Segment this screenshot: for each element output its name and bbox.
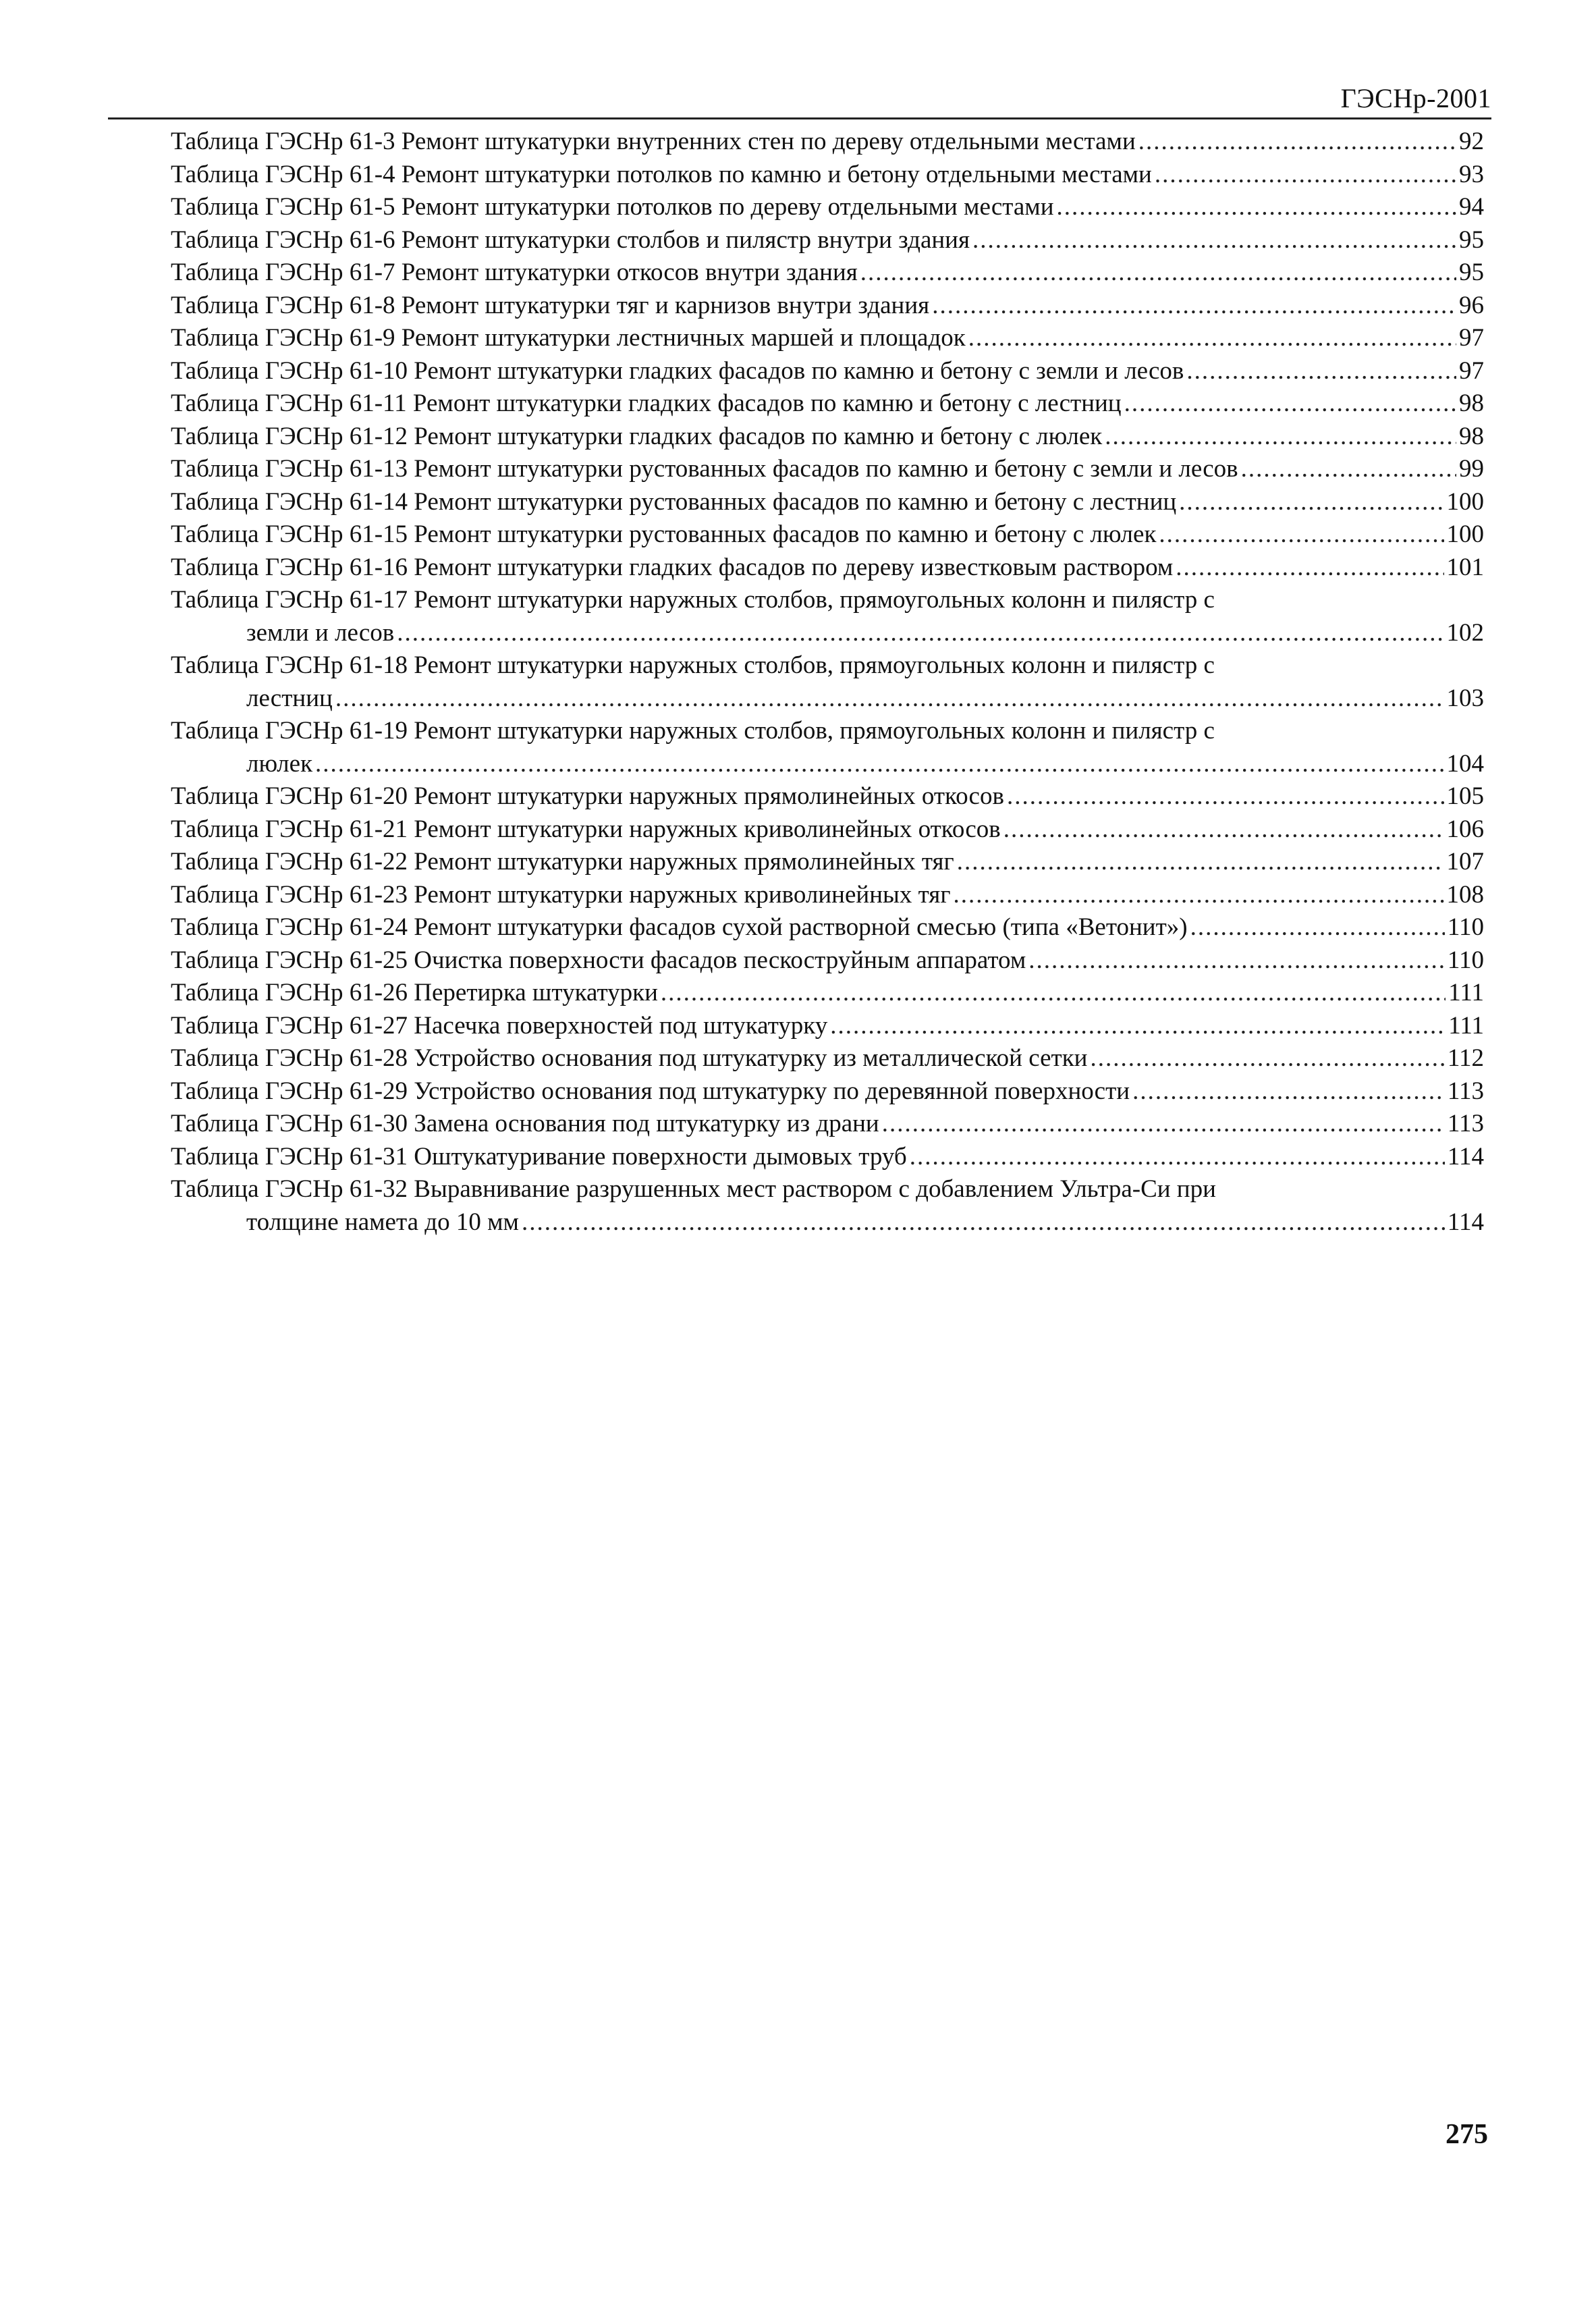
toc-entry-page: 111 bbox=[1448, 1011, 1484, 1040]
toc-entry-title-line: Таблица ГЭСНр 61-19 Ремонт штукатурки наружных столбов, прямоугольных колонн и пилястр с bbox=[171, 717, 1215, 745]
dot-leader bbox=[882, 1108, 1445, 1141]
toc-entry[interactable] bbox=[171, 387, 1484, 421]
toc-entry-page: 98 bbox=[1459, 422, 1484, 450]
toc-entry-title: Таблица ГЭСНр 61-25 Очистка поверхности фасадов пескоструйным аппаратом bbox=[171, 946, 1026, 974]
toc-entry-page: 106 bbox=[1446, 815, 1484, 843]
toc-entry-title: Таблица ГЭСНр 61-10 Ремонт штукатурки гладких фасадов по камню и бетону с земли и лесов bbox=[171, 356, 1184, 385]
dot-leader bbox=[1186, 355, 1456, 388]
toc-entry-page: 98 bbox=[1459, 389, 1484, 417]
toc-entry[interactable] bbox=[171, 518, 1484, 552]
toc-entry[interactable] bbox=[171, 224, 1484, 257]
page-header bbox=[108, 80, 1491, 119]
toc-entry-page: 95 bbox=[1459, 225, 1484, 254]
toc-entry-page: 113 bbox=[1447, 1077, 1484, 1105]
toc-entry-title-line: Таблица ГЭСНр 61-18 Ремонт штукатурки наружных столбов, прямоугольных колонн и пилястр с bbox=[171, 651, 1215, 679]
dot-leader bbox=[1176, 552, 1443, 585]
dot-leader bbox=[932, 290, 1456, 323]
dot-leader bbox=[830, 1010, 1446, 1043]
toc-entry[interactable] bbox=[171, 780, 1484, 813]
toc-entry-page: 112 bbox=[1447, 1044, 1484, 1072]
page-number: 275 bbox=[1446, 2119, 1488, 2150]
toc-entry-page: 99 bbox=[1459, 455, 1484, 483]
toc-entry-line bbox=[171, 290, 1484, 323]
toc-entry[interactable] bbox=[171, 879, 1484, 912]
toc-entry-page: 108 bbox=[1446, 880, 1484, 909]
dot-leader bbox=[972, 224, 1456, 257]
toc-entry-page: 110 bbox=[1447, 946, 1484, 974]
toc-entry-title: Таблица ГЭСНр 61-22 Ремонт штукатурки наружных прямолинейных тяг bbox=[171, 848, 954, 876]
toc-entry-line bbox=[171, 355, 1484, 388]
toc-entry[interactable] bbox=[171, 584, 1484, 649]
dot-leader bbox=[1138, 126, 1456, 159]
dot-leader bbox=[1159, 518, 1443, 552]
toc-entry[interactable] bbox=[171, 846, 1484, 879]
toc-entry-line bbox=[171, 1010, 1484, 1043]
toc-entry-title: люлек bbox=[246, 749, 313, 778]
toc-entry-page: 101 bbox=[1446, 553, 1484, 581]
toc-entry-title: Таблица ГЭСНр 61-23 Ремонт штукатурки наружных криволинейных тяг bbox=[171, 880, 951, 909]
toc-entry[interactable] bbox=[171, 421, 1484, 454]
toc-entry-line bbox=[171, 879, 1484, 912]
toc-entry-line bbox=[171, 257, 1484, 290]
toc-entry-title: Таблица ГЭСНр 61-3 Ремонт штукатурки внутренних стен по дереву отдельными местами bbox=[171, 128, 1136, 155]
toc-entry-line bbox=[171, 421, 1484, 454]
toc-entry-line bbox=[171, 453, 1484, 486]
toc-entry-line bbox=[171, 191, 1484, 224]
toc-entry-page: 107 bbox=[1446, 848, 1484, 876]
toc-entry-page: 100 bbox=[1446, 487, 1484, 516]
dot-leader bbox=[968, 322, 1456, 355]
toc-entry-title: Таблица ГЭСНр 61-31 Оштукатуривание поверхности дымовых труб bbox=[171, 1142, 907, 1171]
toc-entry[interactable] bbox=[171, 944, 1484, 977]
table-of-contents bbox=[171, 126, 1484, 1239]
document-code: ГЭСНр-2001 bbox=[1340, 83, 1491, 113]
dot-leader bbox=[397, 617, 1443, 650]
dot-leader bbox=[1028, 944, 1445, 977]
toc-entry-line bbox=[171, 159, 1484, 192]
toc-entry-title-line: Таблица ГЭСНр 61-17 Ремонт штукатурки наружных столбов, прямоугольных колонн и пилястр с bbox=[171, 586, 1215, 614]
toc-entry-page: 105 bbox=[1446, 782, 1484, 810]
dot-leader bbox=[1124, 387, 1456, 421]
toc-entry-page: 111 bbox=[1448, 979, 1484, 1006]
toc-entry-page: 96 bbox=[1459, 291, 1484, 319]
toc-entry-title: Таблица ГЭСНр 61-16 Ремонт штукатурки гладких фасадов по дереву известковым раствором bbox=[171, 553, 1174, 581]
toc-entry-page: 93 bbox=[1459, 160, 1484, 188]
toc-entry-page: 113 bbox=[1447, 1110, 1484, 1137]
toc-entry-line bbox=[171, 911, 1484, 944]
toc-entry[interactable] bbox=[171, 977, 1484, 1010]
toc-entry-line bbox=[171, 682, 1484, 716]
toc-entry[interactable] bbox=[171, 1108, 1484, 1141]
toc-entry-line bbox=[171, 552, 1484, 585]
toc-entry-line bbox=[171, 944, 1484, 977]
toc-entry[interactable] bbox=[171, 911, 1484, 944]
toc-entry-title: лестниц bbox=[246, 684, 333, 712]
dot-leader bbox=[1090, 1042, 1444, 1075]
toc-entry[interactable] bbox=[171, 1141, 1484, 1174]
toc-entry-page: 114 bbox=[1447, 1208, 1484, 1236]
toc-entry-title: земли и лесов bbox=[246, 618, 395, 647]
toc-entry-page: 100 bbox=[1446, 520, 1484, 548]
dot-leader bbox=[910, 1141, 1445, 1174]
toc-entry-title: Таблица ГЭСНр 61-11 Ремонт штукатурки гладких фасадов по камню и бетону с лестниц bbox=[171, 389, 1122, 417]
dot-leader bbox=[1003, 813, 1444, 846]
toc-entry-title: Таблица ГЭСНр 61-14 Ремонт штукатурки рустованных фасадов по камню и бетону с лестниц bbox=[171, 487, 1177, 516]
toc-entry[interactable] bbox=[171, 1173, 1484, 1239]
toc-entry-line bbox=[171, 224, 1484, 257]
toc-entry-title: Таблица ГЭСНр 61-5 Ремонт штукатурки потолков по дереву отдельными местами bbox=[171, 193, 1054, 221]
toc-entry-title: Таблица ГЭСНр 61-4 Ремонт штукатурки потолков по камню и бетону отдельными местами bbox=[171, 160, 1152, 188]
toc-entry-title-line: Таблица ГЭСНр 61-32 Выравнивание разрушенных мест раствором с добавлением Ультра-Си при bbox=[171, 1175, 1216, 1203]
toc-entry-title: Таблица ГЭСНр 61-12 Ремонт штукатурки гладких фасадов по камню и бетону с люлек bbox=[171, 422, 1103, 450]
dot-leader bbox=[1105, 421, 1456, 454]
dot-leader bbox=[957, 846, 1444, 879]
toc-entry-title: Таблица ГЭСНр 61-6 Ремонт штукатурки столбов и пилястр внутри здания bbox=[171, 225, 970, 254]
dot-leader bbox=[954, 879, 1444, 912]
toc-entry-line bbox=[171, 748, 1484, 781]
dot-leader bbox=[1132, 1075, 1445, 1108]
dot-leader bbox=[1179, 486, 1443, 519]
toc-entry-line bbox=[171, 387, 1484, 421]
toc-entry-title: Таблица ГЭСНр 61-21 Ремонт штукатурки наружных криволинейных откосов bbox=[171, 815, 1001, 843]
toc-entry-page: 110 bbox=[1447, 913, 1484, 941]
dot-leader bbox=[315, 748, 1443, 781]
toc-entry[interactable] bbox=[171, 1010, 1484, 1043]
toc-entry-page: 104 bbox=[1446, 749, 1484, 778]
toc-entry[interactable] bbox=[171, 649, 1484, 715]
toc-entry-page: 103 bbox=[1446, 684, 1484, 712]
toc-entry[interactable] bbox=[171, 715, 1484, 780]
toc-entry[interactable] bbox=[171, 1075, 1484, 1108]
toc-entry-page: 95 bbox=[1459, 259, 1484, 286]
toc-entry-page: 97 bbox=[1459, 356, 1484, 385]
toc-entry-title: Таблица ГЭСНр 61-27 Насечка поверхностей под штукатурку bbox=[171, 1011, 828, 1040]
toc-entry[interactable] bbox=[171, 813, 1484, 846]
toc-entry-line bbox=[171, 1042, 1484, 1075]
dot-leader bbox=[522, 1206, 1445, 1239]
toc-entry-title: Таблица ГЭСНр 61-29 Устройство основания под штукатурку по деревянной поверхности bbox=[171, 1077, 1130, 1105]
dot-leader bbox=[1007, 780, 1444, 813]
dot-leader bbox=[860, 257, 1456, 290]
toc-entry-line bbox=[171, 126, 1484, 159]
dot-leader bbox=[1190, 911, 1445, 944]
toc-entry[interactable] bbox=[171, 355, 1484, 388]
toc-entry-title: Таблица ГЭСНр 61-15 Ремонт штукатурки рустованных фасадов по камню и бетону с люлек bbox=[171, 520, 1157, 548]
toc-entry-page: 92 bbox=[1459, 128, 1484, 155]
toc-entry[interactable] bbox=[171, 453, 1484, 486]
toc-entry-line bbox=[171, 977, 1484, 1010]
toc-entry[interactable] bbox=[171, 126, 1484, 159]
toc-entry-line bbox=[171, 813, 1484, 846]
dot-leader bbox=[1155, 159, 1456, 192]
toc-entry[interactable] bbox=[171, 159, 1484, 192]
toc-entry-title: Таблица ГЭСНр 61-24 Ремонт штукатурки фасадов сухой растворной смесью (типа «Ветонит») bbox=[171, 913, 1188, 941]
toc-entry[interactable] bbox=[171, 290, 1484, 323]
toc-entry-title: толщине намета до 10 мм bbox=[246, 1208, 519, 1236]
toc-entry-title: Таблица ГЭСНр 61-13 Ремонт штукатурки рустованных фасадов по камню и бетону с земли и лесов bbox=[171, 455, 1238, 483]
toc-entry-title: Таблица ГЭСНр 61-8 Ремонт штукатурки тяг и карнизов внутри здания bbox=[171, 291, 930, 319]
toc-entry-line bbox=[171, 518, 1484, 552]
toc-entry-line bbox=[171, 617, 1484, 650]
toc-entry-page: 94 bbox=[1459, 193, 1484, 221]
toc-entry[interactable] bbox=[171, 322, 1484, 355]
toc-entry-page: 114 bbox=[1447, 1142, 1484, 1171]
dot-leader bbox=[661, 977, 1446, 1010]
toc-entry[interactable] bbox=[171, 486, 1484, 519]
toc-entry-line bbox=[171, 486, 1484, 519]
dot-leader bbox=[335, 682, 1444, 716]
toc-entry-title: Таблица ГЭСНр 61-9 Ремонт штукатурки лестничных маршей и площадок bbox=[171, 324, 966, 352]
toc-entry-line bbox=[171, 780, 1484, 813]
toc-entry-title: Таблица ГЭСНр 61-30 Замена основания под штукатурку из драни bbox=[171, 1110, 879, 1137]
toc-entry-page: 102 bbox=[1446, 618, 1484, 647]
toc-entry-line bbox=[171, 322, 1484, 355]
toc-entry-title: Таблица ГЭСНр 61-20 Ремонт штукатурки наружных прямолинейных откосов bbox=[171, 782, 1004, 810]
toc-entry[interactable] bbox=[171, 552, 1484, 585]
toc-entry[interactable] bbox=[171, 257, 1484, 290]
toc-entry-title: Таблица ГЭСНр 61-7 Ремонт штукатурки откосов внутри здания bbox=[171, 259, 858, 286]
toc-entry[interactable] bbox=[171, 1042, 1484, 1075]
toc-entry-title: Таблица ГЭСНр 61-26 Перетирка штукатурки bbox=[171, 979, 658, 1006]
toc-entry-line bbox=[171, 1141, 1484, 1174]
toc-entry-title: Таблица ГЭСНр 61-28 Устройство основания под штукатурку из металлической сетки bbox=[171, 1044, 1088, 1072]
toc-entry-line bbox=[171, 1206, 1484, 1239]
toc-entry-line bbox=[171, 1075, 1484, 1108]
toc-entry-line bbox=[171, 846, 1484, 879]
toc-entry[interactable] bbox=[171, 191, 1484, 224]
dot-leader bbox=[1057, 191, 1457, 224]
dot-leader bbox=[1241, 453, 1456, 486]
toc-entry-line bbox=[171, 1108, 1484, 1141]
toc-entry-page: 97 bbox=[1459, 324, 1484, 352]
